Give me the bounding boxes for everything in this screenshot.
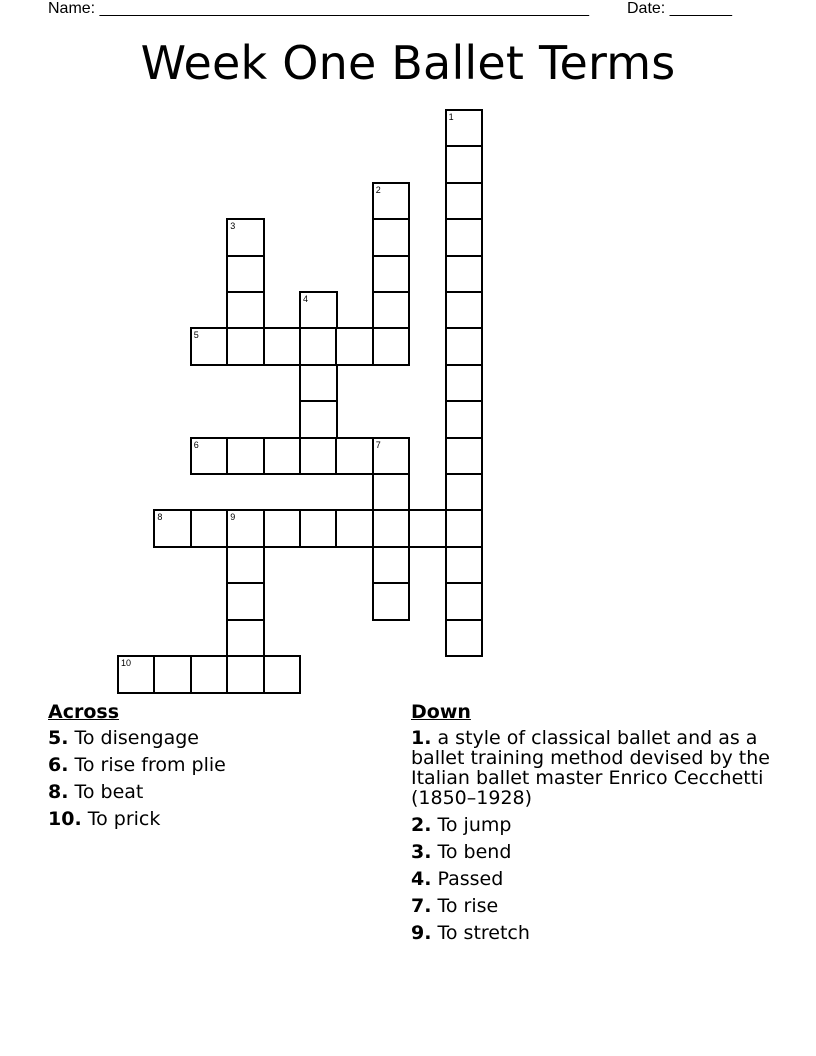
down-clue-2 [411,815,781,835]
crossword-cell[interactable] [408,509,447,548]
crossword-cell[interactable] [299,291,338,330]
crossword-cell[interactable] [335,327,374,366]
crossword-cell[interactable] [263,509,302,548]
clue-number: 3. [411,841,432,863]
across-clue-8 [48,782,378,802]
crossword-cell[interactable] [445,218,484,257]
cell-number: 9 [230,512,236,523]
across-clues [48,702,378,836]
cell-number: 5 [193,330,199,341]
crossword-cell[interactable] [263,655,302,694]
crossword-cell[interactable] [445,364,484,403]
crossword-cell[interactable] [299,509,338,548]
crossword-cell[interactable] [372,582,411,621]
cell-number: 8 [157,512,163,523]
crossword-cell[interactable] [226,218,265,257]
crossword-cell[interactable] [299,437,338,476]
crossword-cell[interactable] [263,437,302,476]
crossword-cell[interactable] [372,546,411,585]
crossword-cell[interactable] [226,509,265,548]
crossword-cell[interactable] [153,509,192,548]
cell-number: 7 [375,439,381,450]
crossword-cell[interactable] [445,546,484,585]
crossword-cell[interactable] [445,509,484,548]
clue-number: 10. [48,808,82,830]
across-clue-6 [48,755,378,775]
clue-number: 6. [48,754,69,776]
clue-number: 9. [411,922,432,944]
crossword-cell[interactable] [445,145,484,184]
clue-text: To jump [437,814,512,836]
clue-text: To stretch [437,922,530,944]
cell-number: 6 [193,439,199,450]
crossword-cell[interactable] [299,364,338,403]
cell-number: 4 [303,294,309,304]
crossword-cell[interactable] [372,218,411,257]
crossword-cell[interactable] [445,619,484,658]
clue-text: a style of classical ballet and as a ballet training method devised by the Italian ballet master Enrico Cecchetti (1850–1928) [411,727,770,809]
crossword-cell[interactable] [190,327,229,366]
cell-number: 10 [121,658,132,668]
crossword-cell[interactable] [372,291,411,330]
clue-text: To rise from plie [74,754,226,776]
crossword-cell[interactable] [226,619,265,658]
date-field[interactable]: Date: _______ [627,0,732,17]
crossword-cell[interactable] [445,327,484,366]
crossword-cell[interactable] [263,327,302,366]
cell-number: 2 [375,184,381,195]
down-clue-7 [411,896,781,916]
down-clues [411,702,781,950]
cell-number: 3 [230,221,236,232]
crossword-cell[interactable] [445,291,484,330]
crossword-cell[interactable] [117,655,156,694]
crossword-cell[interactable] [372,509,411,548]
down-clue-3 [411,842,781,862]
crossword-cell[interactable] [226,291,265,330]
clue-number: 4. [411,868,432,890]
clue-text: To prick [87,808,161,830]
crossword-cell[interactable] [226,582,265,621]
clue-number: 7. [411,895,432,917]
crossword-cell[interactable] [445,400,484,439]
clue-number: 1. [411,727,432,749]
crossword-cell[interactable] [445,255,484,294]
crossword-cell[interactable] [190,655,229,694]
crossword-cell[interactable] [372,327,411,366]
down-clue-9 [411,923,781,943]
crossword-cell[interactable] [335,509,374,548]
crossword-cell[interactable] [445,473,484,512]
clue-text: To rise [437,895,499,917]
crossword-cell[interactable] [372,255,411,294]
cell-number: 1 [448,112,454,122]
crossword-cell[interactable] [190,509,229,548]
down-clue-1 [411,728,781,808]
clue-text: To beat [74,781,144,803]
down-clue-4 [411,869,781,889]
name-field[interactable]: Name: _______________________________________________________ [48,0,589,17]
crossword-cell[interactable] [445,582,484,621]
crossword-cell[interactable] [445,109,484,148]
crossword-cell[interactable] [372,437,411,476]
clue-text: To disengage [74,727,199,749]
crossword-cell[interactable] [226,437,265,476]
across-heading: Across [48,701,120,723]
crossword-cell[interactable] [190,437,229,476]
clue-number: 5. [48,727,69,749]
crossword-cell[interactable] [226,327,265,366]
clue-number: 8. [48,781,69,803]
across-clue-10 [48,809,378,829]
page-title: Week One Ballet Terms [140,36,676,90]
clue-text: Passed [437,868,504,890]
crossword-cell[interactable] [226,655,265,694]
clue-number: 2. [411,814,432,836]
crossword-cell[interactable] [445,437,484,476]
crossword-cell[interactable] [335,437,374,476]
crossword-cell[interactable] [372,473,411,512]
crossword-cell[interactable] [226,546,265,585]
crossword-cell[interactable] [299,327,338,366]
clue-text: To bend [437,841,512,863]
crossword-cell[interactable] [445,182,484,221]
crossword-cell[interactable] [372,182,411,221]
down-heading: Down [411,701,471,723]
crossword-cell[interactable] [299,400,338,439]
crossword-cell[interactable] [226,255,265,294]
crossword-cell[interactable] [153,655,192,694]
across-clue-5 [48,728,378,748]
